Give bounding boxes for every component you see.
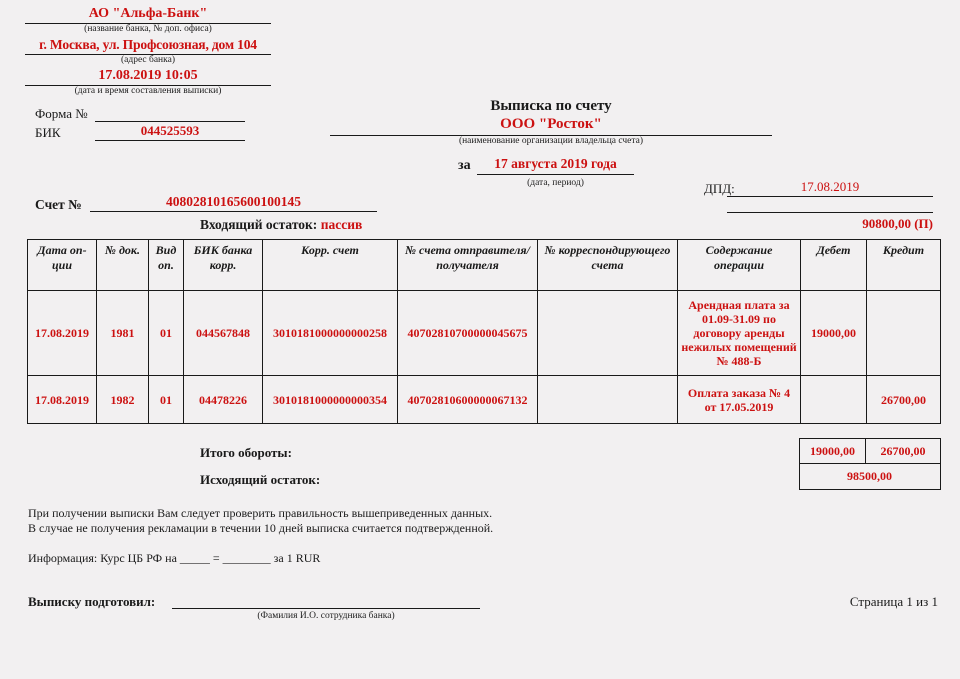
statement-title: Выписка по счету — [490, 98, 612, 114]
col-header-sender-account: № счета отправителя/ получателя — [398, 240, 538, 291]
table-row — [28, 376, 941, 424]
cell-operation-content: Оплата заказа № 4 от 17.05.2019 — [678, 376, 801, 424]
col-header-corr-bik: БИК банка корр. — [184, 240, 263, 291]
turnover-debit-total: 19000,00 — [800, 439, 866, 464]
cell-doc-number: 1981 — [97, 291, 149, 376]
cell-corr-bik: 04478226 — [184, 376, 263, 424]
cell-corr-account: 3010181000000000258 — [263, 291, 398, 376]
bank-header-block — [25, 5, 271, 98]
col-header-op-type: Вид оп. — [149, 240, 184, 291]
col-header-debit: Дебет — [801, 240, 867, 291]
dpd-value: 17.08.2019 — [727, 179, 933, 197]
operations-table — [27, 239, 941, 424]
turnover-total-label: Итого обороты: — [200, 445, 292, 460]
org-name: ООО "Росток" — [330, 115, 772, 136]
form-number-line — [95, 105, 245, 122]
cell-date: 17.08.2019 — [28, 376, 97, 424]
statement-datetime: 17.08.2019 10:05 — [25, 67, 271, 86]
col-header-doc-number: № док. — [97, 240, 149, 291]
col-header-operation-content: Содержание операции — [678, 240, 801, 291]
bank-name-caption: (название банка, № доп. офиса) — [84, 24, 212, 34]
opening-balance-label: Входящий остаток: — [200, 217, 318, 232]
period-caption: (дата, период) — [527, 178, 584, 188]
cell-sender-account: 40702810700000045675 — [398, 291, 538, 376]
dpd-empty-line — [727, 212, 933, 213]
table-row — [28, 291, 941, 376]
cell-corresponding-account — [538, 291, 678, 376]
bik-value: 044525593 — [95, 123, 245, 141]
bank-address-caption: (адрес банка) — [121, 55, 175, 65]
col-header-corr-account: Корр. счет — [263, 240, 398, 291]
cell-credit: 26700,00 — [867, 376, 941, 424]
opening-balance-amount: 90800,00 (П) — [862, 216, 933, 231]
bank-address: г. Москва, ул. Профсоюзная, дом 104 — [25, 36, 271, 55]
footer-note-2: В случае не получения рекламации в течении 10 дней выписка считается подтвержденной. — [28, 520, 494, 535]
footer-notes — [28, 506, 668, 535]
cell-corresponding-account — [538, 376, 678, 424]
cell-doc-number: 1982 — [97, 376, 149, 424]
opening-balance-status: пассив — [320, 217, 363, 232]
cell-corr-bik: 044567848 — [184, 291, 263, 376]
bank-name: АО "Альфа-Банк" — [25, 5, 271, 24]
cell-date: 17.08.2019 — [28, 291, 97, 376]
account-number: 40802810165600100145 — [90, 194, 377, 212]
form-number-label: Форма № — [35, 106, 88, 121]
turnover-credit-total: 26700,00 — [866, 439, 941, 464]
currency-info-line: Информация: Курс ЦБ РФ на _____ = ________ за 1 RUR — [28, 551, 321, 565]
cell-op-type: 01 — [149, 291, 184, 376]
cell-debit: 19000,00 — [801, 291, 867, 376]
period-value: 17 августа 2019 года — [477, 156, 634, 175]
cell-sender-account: 40702810600000067132 — [398, 376, 538, 424]
col-header-corresponding-account: № корреспондирующего счета — [538, 240, 678, 291]
cell-op-type: 01 — [149, 376, 184, 424]
opening-balance — [200, 217, 362, 233]
cell-debit — [801, 376, 867, 424]
cell-credit — [867, 291, 941, 376]
footer-note-1: При получении выписки Вам следует проверить правильность вышеприведенных данных. — [28, 506, 493, 520]
account-label: Счет № — [35, 197, 82, 212]
org-caption: (наименование организации владельца счета) — [458, 136, 644, 146]
bik-label: БИК — [35, 125, 61, 140]
prepared-by-line — [172, 592, 480, 609]
totals-box — [799, 438, 941, 490]
title-block — [330, 97, 772, 147]
closing-balance-value: 98500,00 — [800, 464, 941, 490]
col-header-credit: Кредит — [867, 240, 941, 291]
closing-balance-row — [800, 464, 941, 490]
turnover-totals-row — [800, 439, 941, 464]
cell-operation-content: Арендная плата за 01.09-31.09 по договору аренды нежилых помещений № 488-Б — [678, 291, 801, 376]
period-prefix: за — [458, 158, 471, 173]
prepared-by-caption: (Фамилия И.О. сотрудника банка) — [257, 611, 395, 621]
dpd-label: ДПД: — [704, 181, 735, 196]
closing-balance-label: Исходящий остаток: — [200, 472, 321, 487]
cell-corr-account: 3010181000000000354 — [263, 376, 398, 424]
col-header-date: Дата оп-ции — [28, 240, 97, 291]
table-header-row — [28, 240, 941, 291]
statement-datetime-caption: (дата и время составления выписки) — [74, 86, 222, 96]
prepared-by-label: Выписку подготовил: — [28, 594, 156, 609]
page-indicator: Страница 1 из 1 — [849, 594, 938, 609]
